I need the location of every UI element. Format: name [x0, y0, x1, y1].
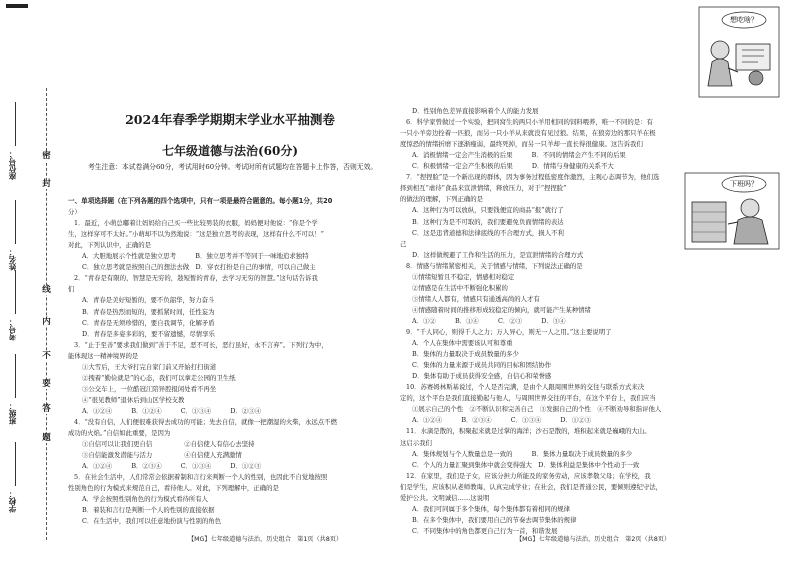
- question-line: B．集体的力量取决于成员数量的多少: [412, 350, 519, 359]
- question-line: C．在生活中，我们可以任意地扮演与性别的角色: [82, 517, 222, 526]
- cartoon-illustration-bottom: [684, 172, 780, 250]
- question-line: ③公交车上，一位酷冠江陪异腔报闲处看不再坐: [82, 384, 217, 393]
- question-line: C．青春是无须珍惜的，要自我调节，化解矛盾: [82, 318, 215, 327]
- question-line: 生，这样穿可不太好。”小萌却不以为然地说：“这是独立思考的表现，这样有什么不可以！”: [68, 230, 324, 239]
- seal-word: 要: [40, 380, 53, 389]
- question-line: B．在多个集体中，我们要用自己的节奏去调节集体的规律: [412, 515, 577, 524]
- question-line: C．积极情绪一定会产生积极的后果 D．情绪与身健康的关系不大: [412, 162, 614, 171]
- question-line: A．这种行为可以放纵，只要钱便宜的商品“报”就行了: [412, 206, 564, 215]
- question-line: 7．“捏捏脸”是一个新出现的群体，因为事务过程低密度作激烈，主观心态调节为，他们选: [406, 173, 660, 182]
- question-line: 能体现这一精神境界的是: [68, 351, 139, 360]
- question-line: 9．“千人同心，则得千人之力；万人异心，则无一人之用。”这主要说明了: [406, 328, 612, 336]
- question-line: C．不同集体中的角色都更自己行为一首，和谐发展: [412, 526, 558, 535]
- seal-word: 线: [40, 286, 53, 295]
- question-line: A．①②④ B．②③④ C．①③④ D．①②③: [412, 416, 592, 425]
- question-line: 11．水滴是散的，积聚起来就是过掌的海洋；沙石是散的，堆积起来就是巍峨的大山。: [406, 427, 651, 436]
- page-footer-right: 【MG】七年级道德与法治、历史组合 第2页（共8页）: [516, 536, 671, 543]
- question-line: A．个人在集体中需要该认可和尊重: [412, 339, 513, 348]
- question-line: 4．“没有自信，人们便很难获得去成功的可能；先去自信，就像一把潮湿的火柴，永远点不燃: [74, 418, 337, 426]
- exam-subtitle: 七年级道德与法治(60分): [161, 144, 299, 158]
- question-line: A．消极情绪一定会产生消极的后果 B．不同的情绪会产生不同的后果: [412, 151, 626, 160]
- question-line: D．集体有助于成员获得安全感，自信心和荣誉感: [412, 372, 552, 381]
- question-line: 分）: [68, 208, 81, 217]
- question-line: ①展示自己的个性 ②不断认识和完善自己 ③发掘自己的个性 ④不断劝导和指评他人: [412, 405, 662, 414]
- student-field-label: 学校：: [8, 490, 17, 513]
- question-line: A．①②④ B．②③④ C．①③④ D．①②③: [82, 462, 262, 471]
- question-line: 爱护公共。文明诚信……这说明: [400, 493, 490, 502]
- question-line: ④“很见教师”退休后到山区学校支教: [82, 395, 185, 404]
- cartoon-illustration-top: [698, 6, 780, 98]
- question-line: 度惊恐的情绪折磨下逐渐瘦弱，最终死掉，而另一只羊却一直长得很健康。这告诉我们: [400, 140, 643, 149]
- corner-mark: [6, 4, 28, 8]
- question-line: 性别角色的行为模式来规范自己，看待他人。对此，下列理解中，正确的是: [68, 484, 279, 493]
- question-line: 8．情感与情绪紧密相关，关于情感与情绪，下列说法正确的是: [406, 261, 583, 270]
- question-line: ④情感随着时间的推移形成较稳定的倾向，就可能产生某种情绪: [412, 305, 591, 314]
- question-line: 3．“止于至善”要求我们做到“善于不足，恶不可长，恶行虽好，永不言弃”。下列行为中，: [74, 340, 328, 349]
- question-line: A．我们可同属于多个集体，每个集体都有着相同的规律: [412, 504, 570, 513]
- question-line: B．这种行为是不可取的，我们要避免负面情绪的表达: [412, 217, 564, 226]
- student-field-label: 姓名：: [8, 248, 17, 271]
- question-line: ②情感是在生活中不断强化积累的: [412, 283, 508, 292]
- student-field-label: 座位号：: [8, 150, 17, 180]
- question-line: ①情绪短暂且不稳定，情感相对稳定: [412, 272, 515, 281]
- exam-notice: 考生注意：本试卷满分60分，考试用时60分钟。考试时所有试题均在答题卡上作答，否则无效。: [88, 163, 378, 171]
- question-line: C．这是违背道德和法律底线的不合理方式，损人不利: [412, 228, 564, 237]
- seal-word: 密: [40, 152, 53, 161]
- question-line: 2．“青春是有限的，智慧是无穷的，趁短暂的青春，去学习无穷的智慧。”这句话告诉我: [74, 274, 318, 283]
- question-line: ③自信能激发潜能与活力 ④自信使人充满激情: [82, 451, 242, 460]
- student-field-label: 班级：: [8, 402, 17, 425]
- question-line: A．集体规划与个人数量总是一致的 B．集体力量取决于成员数量的多少: [412, 449, 633, 458]
- question-line: 择到相互“虐待”食品来宣泄情绪，释放压力，对于“捏捏脸”: [400, 184, 567, 193]
- question-line: A．①②④ B．①②④ C．①③④ D．②③④: [82, 406, 262, 415]
- question-line: ③情绪人人都有，情感只有通透高尚的人才有: [412, 294, 540, 303]
- binding-strip: [0, 0, 60, 561]
- cartoon-speech-2: 下班吗？: [730, 180, 758, 188]
- seal-word: 封: [40, 180, 53, 189]
- question-line: C．集体的力量来源于成员共同的目标和团结协作: [412, 361, 552, 370]
- seal-word: 题: [40, 434, 53, 443]
- question-line: A．学会按照性别角色的行为模式看待所有人: [82, 495, 209, 504]
- question-line: A．大胆地展示个性就是独立思考 B．独立思考并不等同于一味地追求独特: [82, 252, 309, 261]
- question-line: 5．在社会生活中，人们常常会依据着制和言行来判断一个人的性别，也因此不自觉地按照: [74, 473, 328, 482]
- question-line: ①大雪后，王大爷打完自家门前又开始打扫街道: [82, 362, 217, 371]
- page-footer-left: 【MG】七年级道德与法治、历史组合 第1页（共8页）: [188, 536, 343, 543]
- question-line: B．着装和言行是判断一个人的性别的直接依据: [82, 506, 215, 515]
- question-line: 己: [400, 239, 407, 248]
- page-right: [400, 0, 780, 561]
- question-line: ①自信可以让我们更自信 ②自信使人有信心去坚持: [82, 440, 255, 449]
- student-field-line[interactable]: [15, 442, 16, 486]
- seal-word: 答: [40, 405, 53, 414]
- question-line: 这启示我们: [400, 438, 432, 447]
- cartoon-speech: 想吃啥？: [730, 16, 758, 24]
- student-field-line[interactable]: [15, 102, 16, 146]
- student-field-line[interactable]: [15, 354, 16, 398]
- student-field-line[interactable]: [15, 200, 16, 244]
- question-line: 6．科学家曾做过一个实验，把同窝生的两只小羊用相同的饲料喂养，唯一不同的是：有: [406, 118, 653, 127]
- question-line: 1．最近，小萌总嘟着让妈妈给自己买一些比较男装的衣服，妈妈便对他说：“你是个学: [74, 219, 318, 228]
- seal-word: 内: [40, 318, 53, 327]
- question-line: A．①② B．①④ C．②③ D．③④: [412, 316, 566, 325]
- question-line: A．青春是美好短暂的，要不负韶华，努力奋斗: [82, 296, 215, 305]
- question-line: 成功的火焰。”自信如此重要，是因为: [68, 429, 171, 438]
- question-line: D．青春是多姿多彩的，要不留遗憾，尽情享乐: [82, 329, 215, 338]
- student-field-label: 考号：: [8, 318, 17, 341]
- question-line: C．个人的力量汇聚到集体中就会变得强大 D．集体利益是集体中个性动于一致: [412, 460, 640, 469]
- question-line: 对此，下列认识中，正确的是: [68, 241, 152, 250]
- seal-word: 不: [40, 352, 53, 361]
- question-line: 一、单项选择题（在下列各题的四个选项中，只有一项是最符合题意的。每小题1分，共20: [68, 197, 333, 205]
- question-line: 一只小羊旁边拴着一匹狼，而另一只小羊从来就没有见过狼。结果，在狼旁边的那只羊在极: [400, 129, 656, 138]
- question-line: C．独立思考就是按照自己的想法去做 D．穿衣打扮是自己的事情，可以自己做主: [82, 263, 316, 272]
- question-line: 们: [68, 285, 75, 294]
- question-line: 定的，这个平台是我们直接勤起与他人，与周围世界交往的平台，在这个平台上，我们应当: [400, 394, 656, 403]
- question-line: 12．在家里，我们是子女，应该分担力所能及的家务劳动，应该孝敬父母；在学校，我: [406, 471, 651, 480]
- question-line: D．性别角色差异直接影响着个人的能力发展: [412, 107, 539, 115]
- page-left: [60, 0, 400, 561]
- question-line: D．这样做规避了工作和生活的压力，是宣泄情绪的合理方式: [412, 250, 584, 259]
- exam-title: 2024年春季学期期末学业水平抽测卷: [125, 112, 335, 127]
- question-line: B．青春是热烈而短的，要抓紧时间，任性妄为: [82, 307, 215, 316]
- question-line: 的做法的理解，下列正确的是: [400, 195, 484, 204]
- student-field-line[interactable]: [15, 270, 16, 314]
- question-line: 10．苏赛姆林斯基说过，个人是否完满，是由个人跟周围世界的交往与联系方式来决: [406, 383, 645, 392]
- question-line: 们是学生，应该积从老师教诲，认真完成学业；在社会，我们是普通公民，要倾则遵纪守法，: [400, 482, 663, 491]
- question-line: ②拽着“勤俭就是”的心态，我们可以拿走公园的卫生纸: [82, 373, 236, 382]
